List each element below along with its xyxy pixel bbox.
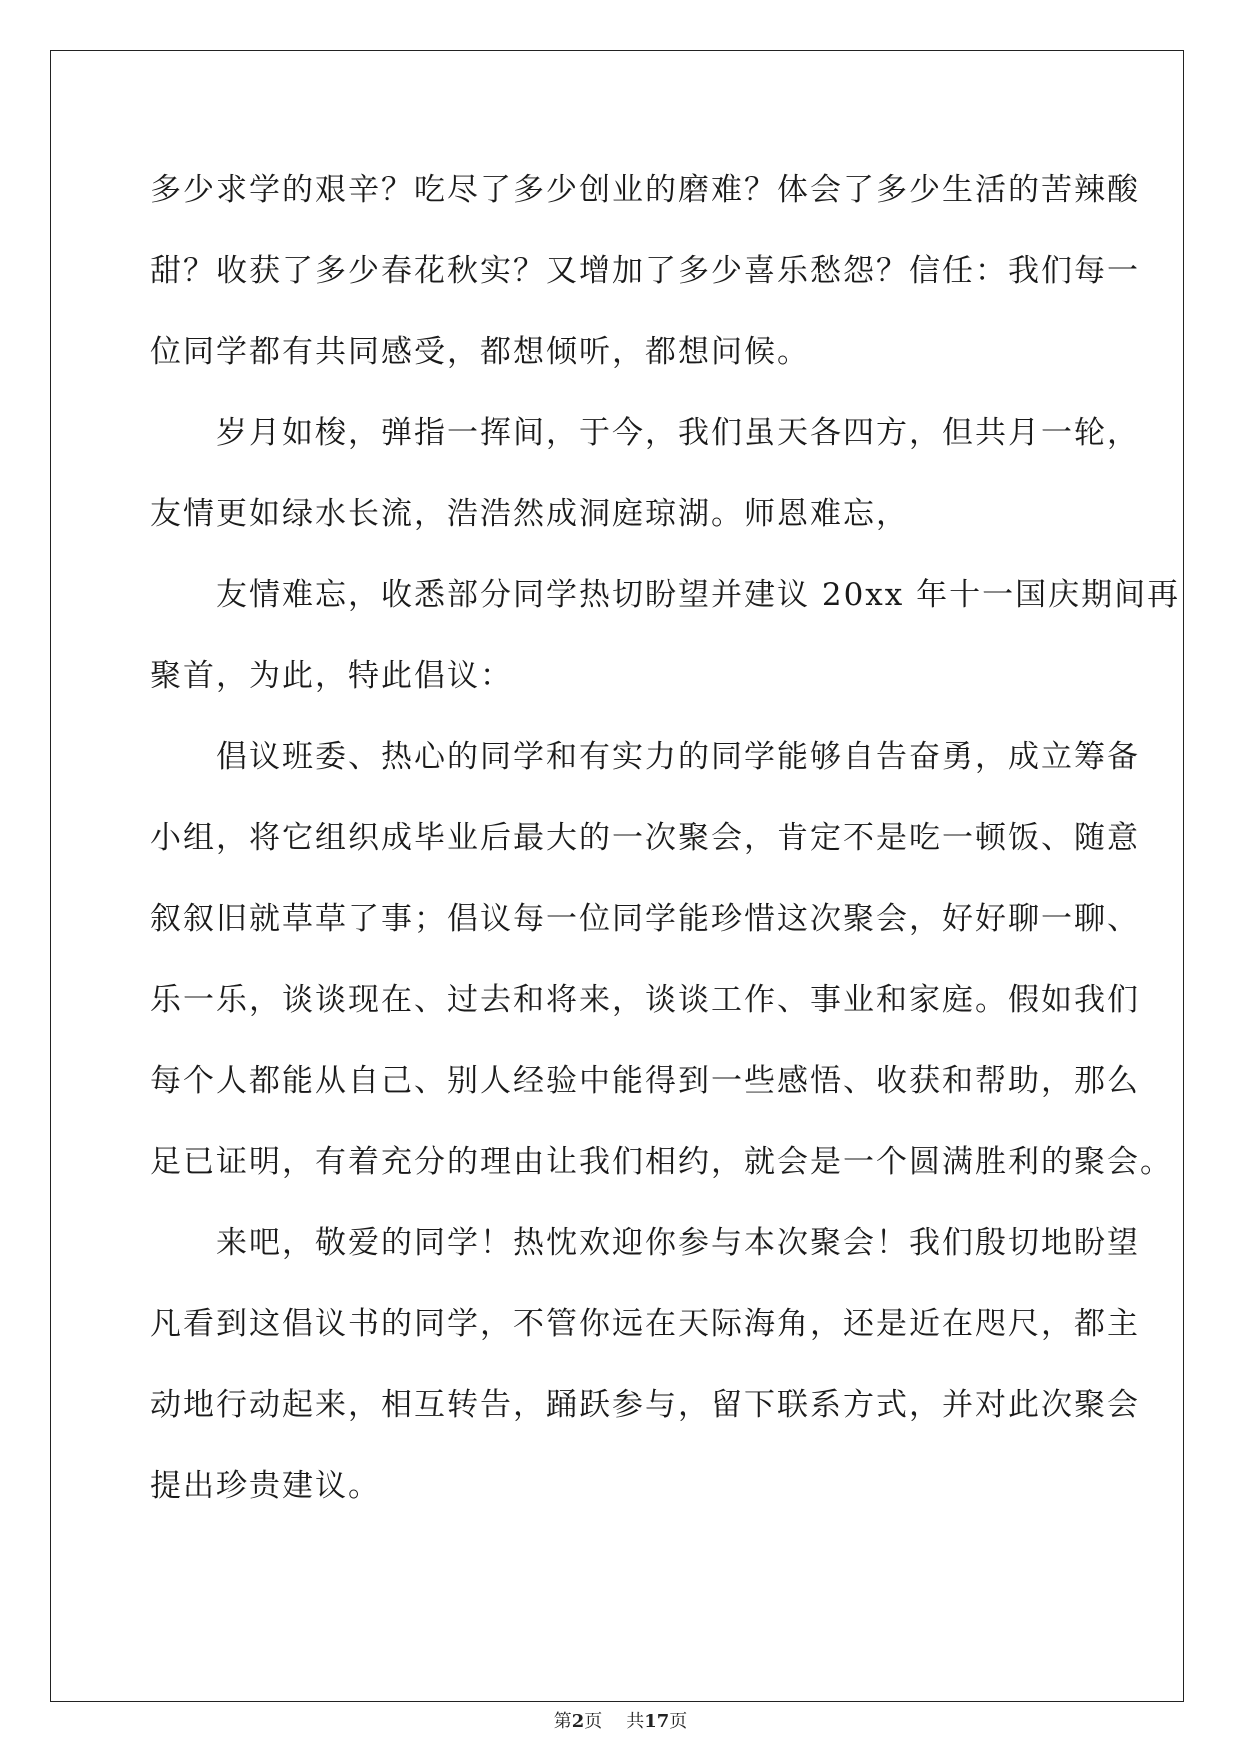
text-line: 甜？收获了多少春花秋实？又增加了多少喜乐愁怨？信任：我们每一 xyxy=(150,253,1140,289)
text-line: 友情难忘，收悉部分同学热切盼望并建议 20xx 年十一国庆期间再 xyxy=(216,577,1181,613)
text-line: 足已证明，有着充分的理由让我们相约，就会是一个圆满胜利的聚会。 xyxy=(150,1144,1173,1180)
page-suffix: 页 xyxy=(584,1711,603,1732)
text-line: 友情更如绿水长流，浩浩然成洞庭琼湖。师恩难忘， xyxy=(150,496,909,532)
page-footer xyxy=(0,1710,1241,1734)
text-line: 多少求学的艰辛？吃尽了多少创业的磨难？体会了多少生活的苦辣酸 xyxy=(150,172,1140,208)
text-line: 动地行动起来，相互转告，踊跃参与，留下联系方式，并对此次聚会 xyxy=(150,1387,1140,1423)
page-prefix: 第 xyxy=(553,1711,572,1732)
text-line: 来吧，敬爱的同学！热忱欢迎你参与本次聚会！我们殷切地盼望 xyxy=(216,1225,1140,1261)
page-number: 2 xyxy=(571,1711,585,1732)
text-line: 倡议班委、热心的同学和有实力的同学能够自告奋勇，成立筹备 xyxy=(216,739,1140,775)
text-line: 乐一乐，谈谈现在、过去和将来，谈谈工作、事业和家庭。假如我们 xyxy=(150,982,1140,1018)
document-body xyxy=(150,160,1181,1537)
text-line: 岁月如梭，弹指一挥间，于今，我们虽天各四方，但共月一轮， xyxy=(216,415,1140,451)
text-line: 小组，将它组织成毕业后最大的一次聚会，肯定不是吃一顿饭、随意 xyxy=(150,820,1140,856)
text-line: 每个人都能从自己、别人经验中能得到一些感悟、收获和帮助，那么 xyxy=(150,1063,1140,1099)
text-line: 叙叙旧就草草了事；倡议每一位同学能珍惜这次聚会，好好聊一聊、 xyxy=(150,901,1140,937)
text-line: 位同学都有共同感受，都想倾听，都想问候。 xyxy=(150,334,810,370)
text-line: 提出珍贵建议。 xyxy=(150,1468,381,1504)
text-line: 聚首，为此，特此倡议： xyxy=(150,658,513,694)
total-suffix: 页 xyxy=(669,1711,688,1732)
total-pages: 17 xyxy=(644,1711,670,1732)
total-prefix: 共 xyxy=(626,1711,645,1732)
text-line: 凡看到这倡议书的同学，不管你远在天际海角，还是近在咫尺，都主 xyxy=(150,1306,1140,1342)
